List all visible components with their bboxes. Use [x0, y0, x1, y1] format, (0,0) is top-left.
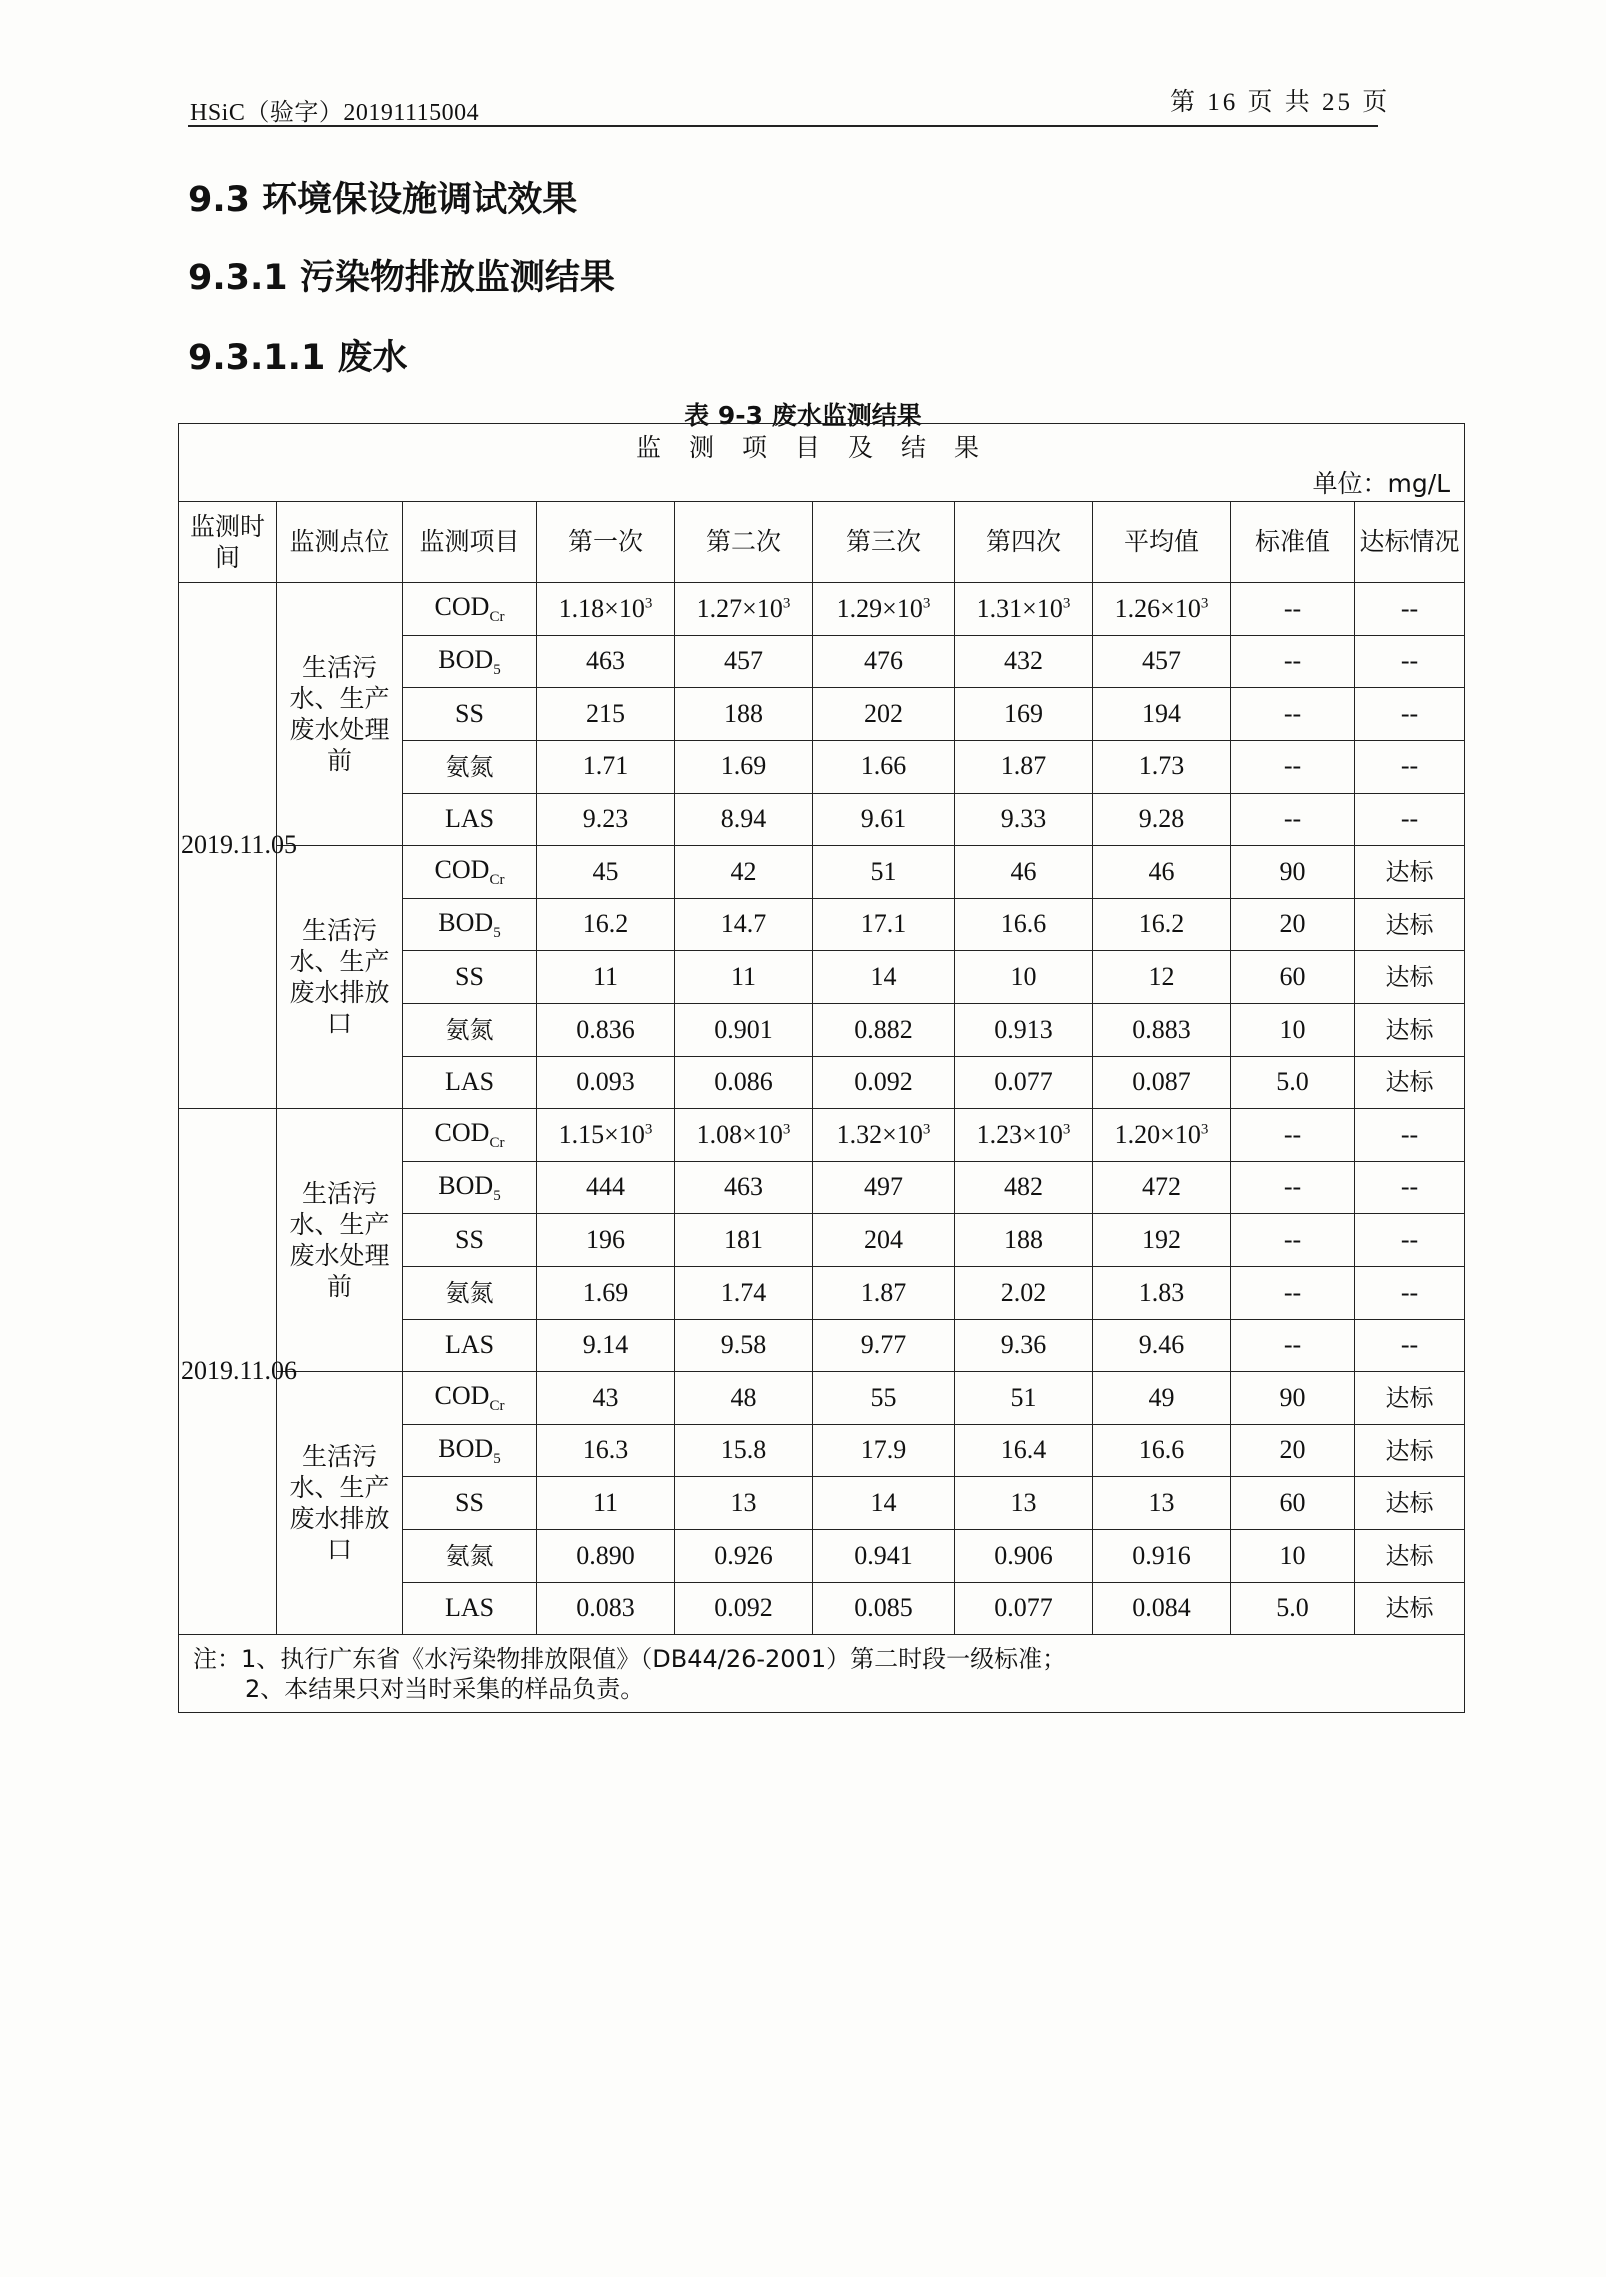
standard-cell: -- — [1231, 635, 1355, 688]
value-cell: 215 — [537, 688, 675, 741]
value-cell: 457 — [1093, 635, 1231, 688]
page-number: 第 16 页 共 25 页 — [1170, 89, 1391, 116]
value-cell: 192 — [1093, 1214, 1231, 1267]
value-cell: 46 — [955, 846, 1093, 899]
table-notes — [179, 1635, 1465, 1713]
table-row — [179, 846, 1465, 899]
status-cell: 达标 — [1355, 1424, 1465, 1477]
monitoring-item-cod — [403, 846, 537, 899]
value-cell: 1.83 — [1093, 1267, 1231, 1320]
value-cell: 1.73 — [1093, 740, 1231, 793]
item-name: COD — [434, 854, 490, 884]
value-cell: 13 — [955, 1477, 1093, 1530]
monitoring-item-las: LAS — [403, 1319, 537, 1372]
col-header-point: 监测点位 — [277, 501, 403, 583]
standard-cell: 10 — [1231, 1530, 1355, 1583]
standard-cell: 60 — [1231, 951, 1355, 1004]
value-cell: 17.1 — [813, 898, 955, 951]
monitoring-item-cod — [403, 583, 537, 636]
value-cell: 0.836 — [537, 1003, 675, 1056]
value-cell: 1.87 — [813, 1267, 955, 1320]
value-cell: 51 — [955, 1372, 1093, 1425]
monitoring-item-bod — [403, 1161, 537, 1214]
value-mantissa: 1.29×10 — [836, 593, 923, 623]
value-exponent: 3 — [644, 594, 653, 611]
col-header-avg: 平均值 — [1093, 501, 1231, 583]
standard-cell: 90 — [1231, 1372, 1355, 1425]
monitoring-date: 2019.11.06 — [179, 1109, 277, 1635]
value-cell: 16.6 — [1093, 1424, 1231, 1477]
section-heading-9-3: 9.3 环境保设施调试效果 — [188, 180, 578, 220]
value-cell: 9.36 — [955, 1319, 1093, 1372]
value-cell — [1093, 583, 1231, 636]
value-cell: 0.085 — [813, 1582, 955, 1635]
value-cell: 11 — [537, 1477, 675, 1530]
value-cell: 13 — [675, 1477, 813, 1530]
value-mantissa: 1.32×10 — [836, 1119, 923, 1149]
value-cell: 1.74 — [675, 1267, 813, 1320]
value-cell: 0.901 — [675, 1003, 813, 1056]
header-divider — [188, 125, 1378, 127]
monitoring-item-ss: SS — [403, 688, 537, 741]
table-title: 监测项目及结果 — [179, 424, 1465, 467]
monitoring-item-nh3: 氨氮 — [403, 1530, 537, 1583]
monitoring-item-bod — [403, 898, 537, 951]
table-row — [179, 1372, 1465, 1425]
monitoring-point-outlet: 生活污水、生产废水排放口 — [277, 1372, 403, 1635]
value-cell: 0.941 — [813, 1530, 955, 1583]
item-name: BOD — [438, 1170, 494, 1200]
value-cell: 202 — [813, 688, 955, 741]
value-cell — [675, 1109, 813, 1162]
value-cell: 432 — [955, 635, 1093, 688]
value-exponent: 3 — [922, 1121, 931, 1138]
value-cell: 1.71 — [537, 740, 675, 793]
value-cell: 0.077 — [955, 1582, 1093, 1635]
monitoring-point-before: 生活污水、生产废水处理前 — [277, 583, 403, 846]
value-exponent: 3 — [1200, 1121, 1209, 1138]
value-cell: 16.2 — [1093, 898, 1231, 951]
value-cell: 14.7 — [675, 898, 813, 951]
value-cell: 9.33 — [955, 793, 1093, 846]
item-name: BOD — [438, 1433, 494, 1463]
monitoring-item-bod — [403, 1424, 537, 1477]
value-mantissa: 1.23×10 — [976, 1119, 1063, 1149]
value-exponent: 3 — [1200, 594, 1209, 611]
value-cell: 8.94 — [675, 793, 813, 846]
value-cell: 11 — [537, 951, 675, 1004]
value-mantissa: 1.15×10 — [558, 1119, 645, 1149]
value-cell: 444 — [537, 1161, 675, 1214]
standard-cell: -- — [1231, 740, 1355, 793]
status-cell: -- — [1355, 793, 1465, 846]
value-mantissa: 1.27×10 — [696, 593, 783, 623]
value-cell: 16.6 — [955, 898, 1093, 951]
value-cell: 10 — [955, 951, 1093, 1004]
value-cell: 51 — [813, 846, 955, 899]
column-header-row — [179, 501, 1465, 583]
value-cell: 0.077 — [955, 1056, 1093, 1109]
status-cell: 达标 — [1355, 1003, 1465, 1056]
value-cell: 0.926 — [675, 1530, 813, 1583]
value-cell: 204 — [813, 1214, 955, 1267]
value-cell: 43 — [537, 1372, 675, 1425]
value-cell: 0.890 — [537, 1530, 675, 1583]
status-cell: 达标 — [1355, 1582, 1465, 1635]
value-cell: 9.28 — [1093, 793, 1231, 846]
monitoring-item-nh3: 氨氮 — [403, 740, 537, 793]
item-subscript: Cr — [489, 872, 505, 889]
value-mantissa: 1.08×10 — [696, 1119, 783, 1149]
notes-row — [179, 1635, 1465, 1713]
value-cell: 1.66 — [813, 740, 955, 793]
item-name: COD — [434, 1381, 490, 1411]
status-cell: 达标 — [1355, 1056, 1465, 1109]
monitoring-item-las: LAS — [403, 793, 537, 846]
item-subscript: Cr — [489, 609, 505, 626]
item-subscript: 5 — [493, 924, 501, 941]
value-cell: 0.092 — [675, 1582, 813, 1635]
monitoring-date: 2019.11.05 — [179, 583, 277, 1109]
value-mantissa: 1.20×10 — [1114, 1119, 1201, 1149]
value-mantissa: 1.31×10 — [976, 593, 1063, 623]
value-cell: 16.2 — [537, 898, 675, 951]
value-cell: 194 — [1093, 688, 1231, 741]
value-cell: 9.77 — [813, 1319, 955, 1372]
value-cell: 49 — [1093, 1372, 1231, 1425]
item-name: BOD — [438, 907, 494, 937]
value-cell: 0.083 — [537, 1582, 675, 1635]
value-cell: 169 — [955, 688, 1093, 741]
status-cell: -- — [1355, 1267, 1465, 1320]
col-header-status: 达标情况 — [1355, 501, 1465, 583]
col-header-time: 监测时间 — [179, 501, 277, 583]
standard-cell: -- — [1231, 583, 1355, 636]
value-cell: 48 — [675, 1372, 813, 1425]
status-cell: -- — [1355, 1214, 1465, 1267]
value-cell: 0.092 — [813, 1056, 955, 1109]
monitoring-item-cod — [403, 1372, 537, 1425]
item-subscript: Cr — [489, 1135, 505, 1152]
standard-cell: 60 — [1231, 1477, 1355, 1530]
value-cell — [813, 1109, 955, 1162]
value-cell: 0.906 — [955, 1530, 1093, 1583]
report-number: HSiC（验字）20191115004 — [190, 100, 480, 126]
standard-cell: 20 — [1231, 1424, 1355, 1477]
value-cell: 45 — [537, 846, 675, 899]
monitoring-item-bod — [403, 635, 537, 688]
value-exponent: 3 — [644, 1121, 653, 1138]
standard-cell: -- — [1231, 688, 1355, 741]
value-cell — [1093, 1109, 1231, 1162]
value-cell: 15.8 — [675, 1424, 813, 1477]
monitoring-item-ss: SS — [403, 951, 537, 1004]
value-cell: 9.61 — [813, 793, 955, 846]
value-cell: 16.3 — [537, 1424, 675, 1477]
value-cell: 482 — [955, 1161, 1093, 1214]
col-header-r1: 第一次 — [537, 501, 675, 583]
status-cell: -- — [1355, 635, 1465, 688]
note-line-1: 注：1、执行广东省《水污染物排放限值》（DB44/26-2001）第二时段一级标准； — [193, 1644, 1067, 1673]
value-cell: 188 — [675, 688, 813, 741]
standard-cell: 5.0 — [1231, 1056, 1355, 1109]
value-cell — [813, 583, 955, 636]
status-cell: 达标 — [1355, 951, 1465, 1004]
status-cell: -- — [1355, 1109, 1465, 1162]
value-cell: 0.086 — [675, 1056, 813, 1109]
value-cell — [537, 1109, 675, 1162]
value-cell: 9.14 — [537, 1319, 675, 1372]
value-cell — [675, 583, 813, 636]
item-subscript: 5 — [493, 1450, 501, 1467]
monitoring-item-cod — [403, 1109, 537, 1162]
standard-cell: 90 — [1231, 846, 1355, 899]
value-cell: 55 — [813, 1372, 955, 1425]
value-exponent: 3 — [1062, 594, 1071, 611]
value-cell: 2.02 — [955, 1267, 1093, 1320]
value-cell — [955, 583, 1093, 636]
value-cell — [537, 583, 675, 636]
item-name: BOD — [438, 644, 494, 674]
value-cell: 0.882 — [813, 1003, 955, 1056]
standard-cell: -- — [1231, 793, 1355, 846]
value-cell: 0.913 — [955, 1003, 1093, 1056]
status-cell: -- — [1355, 1161, 1465, 1214]
col-header-r3: 第三次 — [813, 501, 955, 583]
status-cell: -- — [1355, 1319, 1465, 1372]
status-cell: -- — [1355, 583, 1465, 636]
table-row — [179, 583, 1465, 636]
status-cell: 达标 — [1355, 846, 1465, 899]
table-row — [179, 1109, 1465, 1162]
value-mantissa: 1.26×10 — [1114, 593, 1201, 623]
value-cell: 1.69 — [675, 740, 813, 793]
value-cell: 9.23 — [537, 793, 675, 846]
standard-cell: -- — [1231, 1319, 1355, 1372]
value-cell: 46 — [1093, 846, 1231, 899]
value-cell: 11 — [675, 951, 813, 1004]
value-exponent: 3 — [782, 1121, 791, 1138]
value-cell: 13 — [1093, 1477, 1231, 1530]
standard-cell: 10 — [1231, 1003, 1355, 1056]
value-cell: 14 — [813, 1477, 955, 1530]
value-cell: 463 — [675, 1161, 813, 1214]
col-header-r2: 第二次 — [675, 501, 813, 583]
monitoring-item-las: LAS — [403, 1582, 537, 1635]
value-cell: 42 — [675, 846, 813, 899]
item-subscript: 5 — [493, 1187, 501, 1204]
standard-cell: -- — [1231, 1161, 1355, 1214]
value-cell: 0.087 — [1093, 1056, 1231, 1109]
value-exponent: 3 — [782, 594, 791, 611]
standard-cell: 20 — [1231, 898, 1355, 951]
value-cell: 463 — [537, 635, 675, 688]
monitoring-point-outlet: 生活污水、生产废水排放口 — [277, 846, 403, 1109]
col-header-std: 标准值 — [1231, 501, 1355, 583]
value-mantissa: 1.18×10 — [558, 593, 645, 623]
col-header-item: 监测项目 — [403, 501, 537, 583]
section-heading-9-3-1-1: 9.3.1.1 废水 — [188, 338, 408, 378]
value-cell: 188 — [955, 1214, 1093, 1267]
monitoring-point-before: 生活污水、生产废水处理前 — [277, 1109, 403, 1372]
monitoring-item-ss: SS — [403, 1214, 537, 1267]
value-cell: 0.084 — [1093, 1582, 1231, 1635]
value-cell: 196 — [537, 1214, 675, 1267]
value-cell: 1.87 — [955, 740, 1093, 793]
value-cell: 14 — [813, 951, 955, 1004]
value-cell: 0.883 — [1093, 1003, 1231, 1056]
value-cell: 1.69 — [537, 1267, 675, 1320]
status-cell: 达标 — [1355, 1372, 1465, 1425]
monitoring-item-ss: SS — [403, 1477, 537, 1530]
value-cell: 181 — [675, 1214, 813, 1267]
value-cell: 0.916 — [1093, 1530, 1231, 1583]
item-subscript: 5 — [493, 661, 501, 678]
value-cell: 457 — [675, 635, 813, 688]
item-name: COD — [434, 591, 490, 621]
table-caption: 表 9-3 废水监测结果 — [684, 401, 922, 430]
monitoring-item-nh3: 氨氮 — [403, 1003, 537, 1056]
monitoring-item-nh3: 氨氮 — [403, 1267, 537, 1320]
status-cell: 达标 — [1355, 898, 1465, 951]
standard-cell: -- — [1231, 1267, 1355, 1320]
monitoring-item-las: LAS — [403, 1056, 537, 1109]
value-exponent: 3 — [1062, 1121, 1071, 1138]
value-cell: 476 — [813, 635, 955, 688]
value-cell: 0.093 — [537, 1056, 675, 1109]
value-cell: 16.4 — [955, 1424, 1093, 1477]
status-cell: 达标 — [1355, 1530, 1465, 1583]
status-cell: 达标 — [1355, 1477, 1465, 1530]
standard-cell: -- — [1231, 1214, 1355, 1267]
value-cell: 472 — [1093, 1161, 1231, 1214]
section-heading-9-3-1: 9.3.1 污染物排放监测结果 — [188, 258, 615, 298]
item-subscript: Cr — [489, 1398, 505, 1415]
standard-cell: 5.0 — [1231, 1582, 1355, 1635]
value-cell — [955, 1109, 1093, 1162]
value-cell: 17.9 — [813, 1424, 955, 1477]
col-header-r4: 第四次 — [955, 501, 1093, 583]
standard-cell: -- — [1231, 1109, 1355, 1162]
value-cell: 497 — [813, 1161, 955, 1214]
note-line-2: 2、本结果只对当时采集的样品负责。 — [245, 1674, 645, 1703]
unit-label: 单位：mg/L — [179, 466, 1465, 501]
wastewater-monitoring-table — [178, 423, 1465, 1713]
value-cell: 9.58 — [675, 1319, 813, 1372]
value-exponent: 3 — [922, 594, 931, 611]
value-cell: 9.46 — [1093, 1319, 1231, 1372]
value-cell: 12 — [1093, 951, 1231, 1004]
item-name: COD — [434, 1118, 490, 1147]
status-cell: -- — [1355, 688, 1465, 741]
status-cell: -- — [1355, 740, 1465, 793]
